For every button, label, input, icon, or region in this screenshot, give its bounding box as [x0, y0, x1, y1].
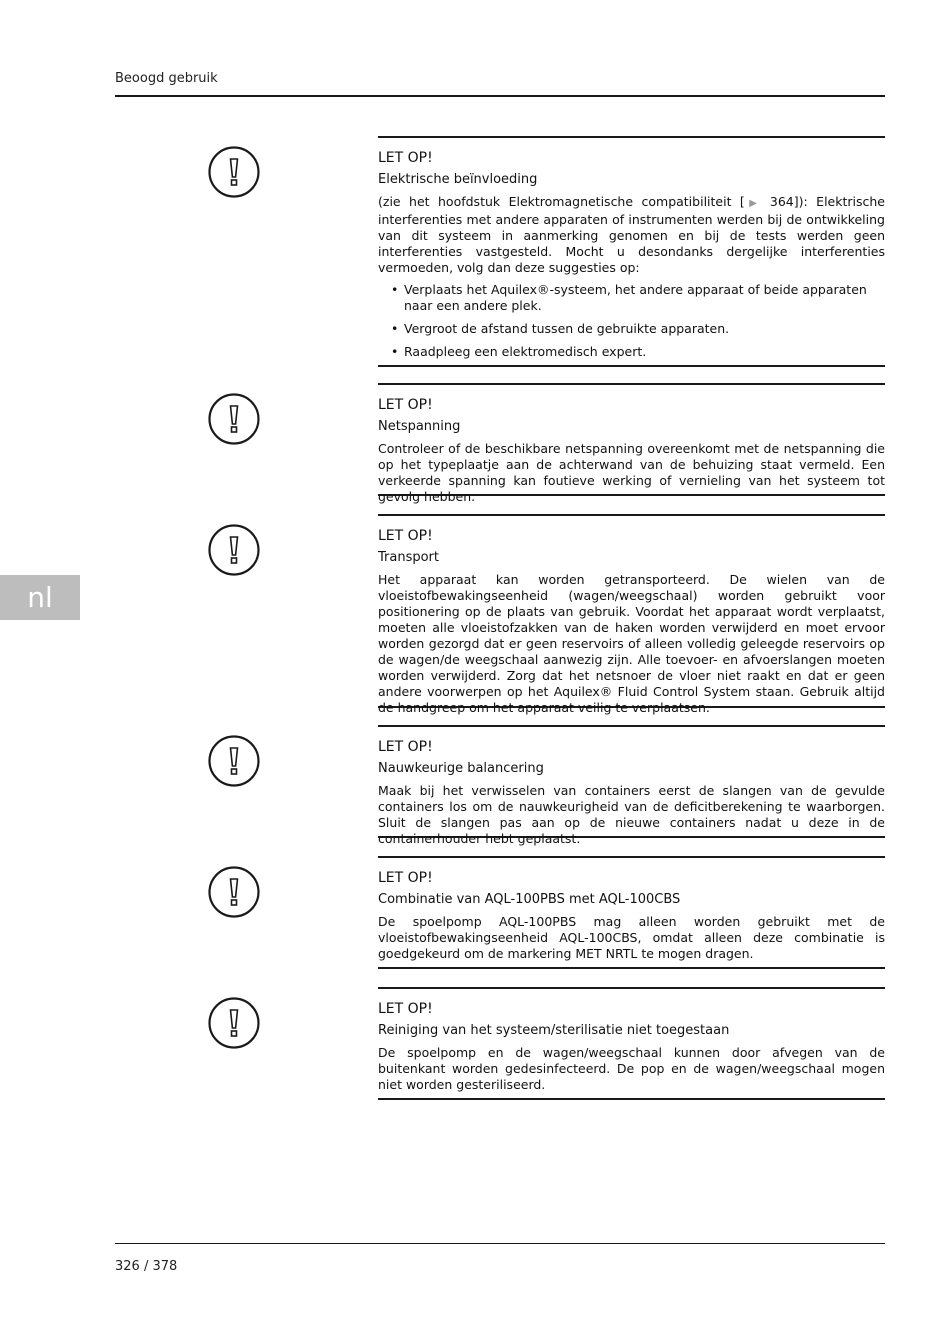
warning-exclamation-icon: [208, 393, 260, 445]
notice-heading: LET OP!: [378, 1001, 433, 1017]
suggestion-list: [378, 282, 885, 360]
notice-heading: LET OP!: [378, 150, 433, 166]
notice-heading: LET OP!: [378, 397, 433, 413]
warning-exclamation-icon: [208, 997, 260, 1049]
notice-electrical-interference: [378, 136, 885, 367]
notice-subheading: Reiniging van het systeem/sterilisatie niet toegestaan: [378, 1023, 730, 1038]
language-tab[interactable]: nl: [0, 575, 80, 620]
warning-exclamation-icon: [208, 524, 260, 576]
notice-body: Maak bij het verwisselen van containers eerst de slangen van de gevulde containers los om de nauwkeurigheid van de deficitberekening te waarborgen. Sluit de slangen pas aan op de nieuwe containers nadat u deze in de containerhouder hebt geplaatst.: [378, 783, 885, 846]
notice-transport: [378, 514, 885, 715]
notice-heading: LET OP!: [378, 870, 433, 886]
list-item: • Vergroot de afstand tussen de gebruikte apparaten.: [378, 321, 885, 337]
notice-subheading: Netspanning: [378, 419, 461, 434]
list-item: • Raadpleeg een elektromedisch expert.: [378, 344, 885, 360]
notice-subheading: Transport: [378, 550, 440, 565]
page-reference-link[interactable]: 364: [761, 194, 794, 209]
notice-subheading: Nauwkeurige balancering: [378, 761, 544, 776]
page-number: 326 / 378: [115, 1259, 178, 1274]
footer-rule: [115, 1243, 885, 1244]
reference-arrow-icon: ▶: [744, 198, 762, 209]
notice-pump-combination: [378, 856, 885, 969]
warning-exclamation-icon: [208, 735, 260, 787]
notice-body-text: (zie het hoofdstuk Elektromagnetische compatibiliteit [: [378, 194, 745, 209]
notice-heading: LET OP!: [378, 739, 433, 755]
warning-exclamation-icon: [208, 146, 260, 198]
notice-accurate-balancing: [378, 725, 885, 846]
notice-body: De spoelpomp en de wagen/weegschaal kunnen door afvegen van de buitenkant worden gedesinfecteerd. De pop en de wagen/weegschaal mogen niet worden gesteriliseerd.: [378, 1045, 885, 1092]
list-item: • Verplaats het Aquilex®-systeem, het andere apparaat of beide apparaten naar een andere plek.: [378, 282, 885, 314]
notice-body: [378, 194, 885, 276]
notice-subheading: Combinatie van AQL-100PBS met AQL-100CBS: [378, 892, 681, 907]
notice-mains-voltage: [378, 383, 885, 504]
notice-body: De spoelpomp AQL-100PBS mag alleen worden gebruikt met de vloeistofbewakingseenheid AQL-100CBS, omdat alleen deze combinatie is goedgekeurd om de markering MET NRTL te mogen dragen.: [378, 914, 885, 961]
notice-body-text: ]): Elektrische interferenties met andere apparaten of instrumenten werden bij de ontwikkeling van dit systeem in aanmerking genomen en bij de tests werden geen interferenties vastgesteld. Mocht u desondanks dergelijke interferenties vermoeden, volg dan deze suggesties op:: [378, 194, 885, 275]
notice-body: Het apparaat kan worden getransporteerd. De wielen van de vloeistofbewakingseenheid (wagen/weegschaal) worden gebruikt voor positionering op de plaats van gebruik. Voordat het apparaat wordt verplaatst, moeten alle vloeistofzakken van de haken worden verwijderd en moet ervoor worden gezorgd dat er geen reservoirs of alleen volledig geleegde reservoirs op de wagen/de weegschaal aanwezig zijn. Alle toevoer- en afvoerslangen moeten worden verwijderd. Zorg dat het netsnoer de vloer niet raakt en dat er geen andere voorwerpen op het Aquilex® Fluid Control System staan. Gebruik altijd de handgreep om het apparaat veilig te verplaatsen.: [378, 572, 885, 715]
warning-exclamation-icon: [208, 866, 260, 918]
notice-cleaning-sterilisation: [378, 987, 885, 1100]
notice-body: Controleer of de beschikbare netspanning overeenkomt met de netspanning die op het typeplaatje aan de achterwand van de behuizing staat vermeld. Een verkeerde spanning kan foutieve werking of vernieling van het systeem tot gevolg hebben.: [378, 441, 885, 504]
notice-heading: LET OP!: [378, 528, 433, 544]
header-title: Beoogd gebruik: [115, 71, 218, 86]
header-rule: [115, 95, 885, 97]
notice-subheading: Elektrische beïnvloeding: [378, 172, 538, 187]
